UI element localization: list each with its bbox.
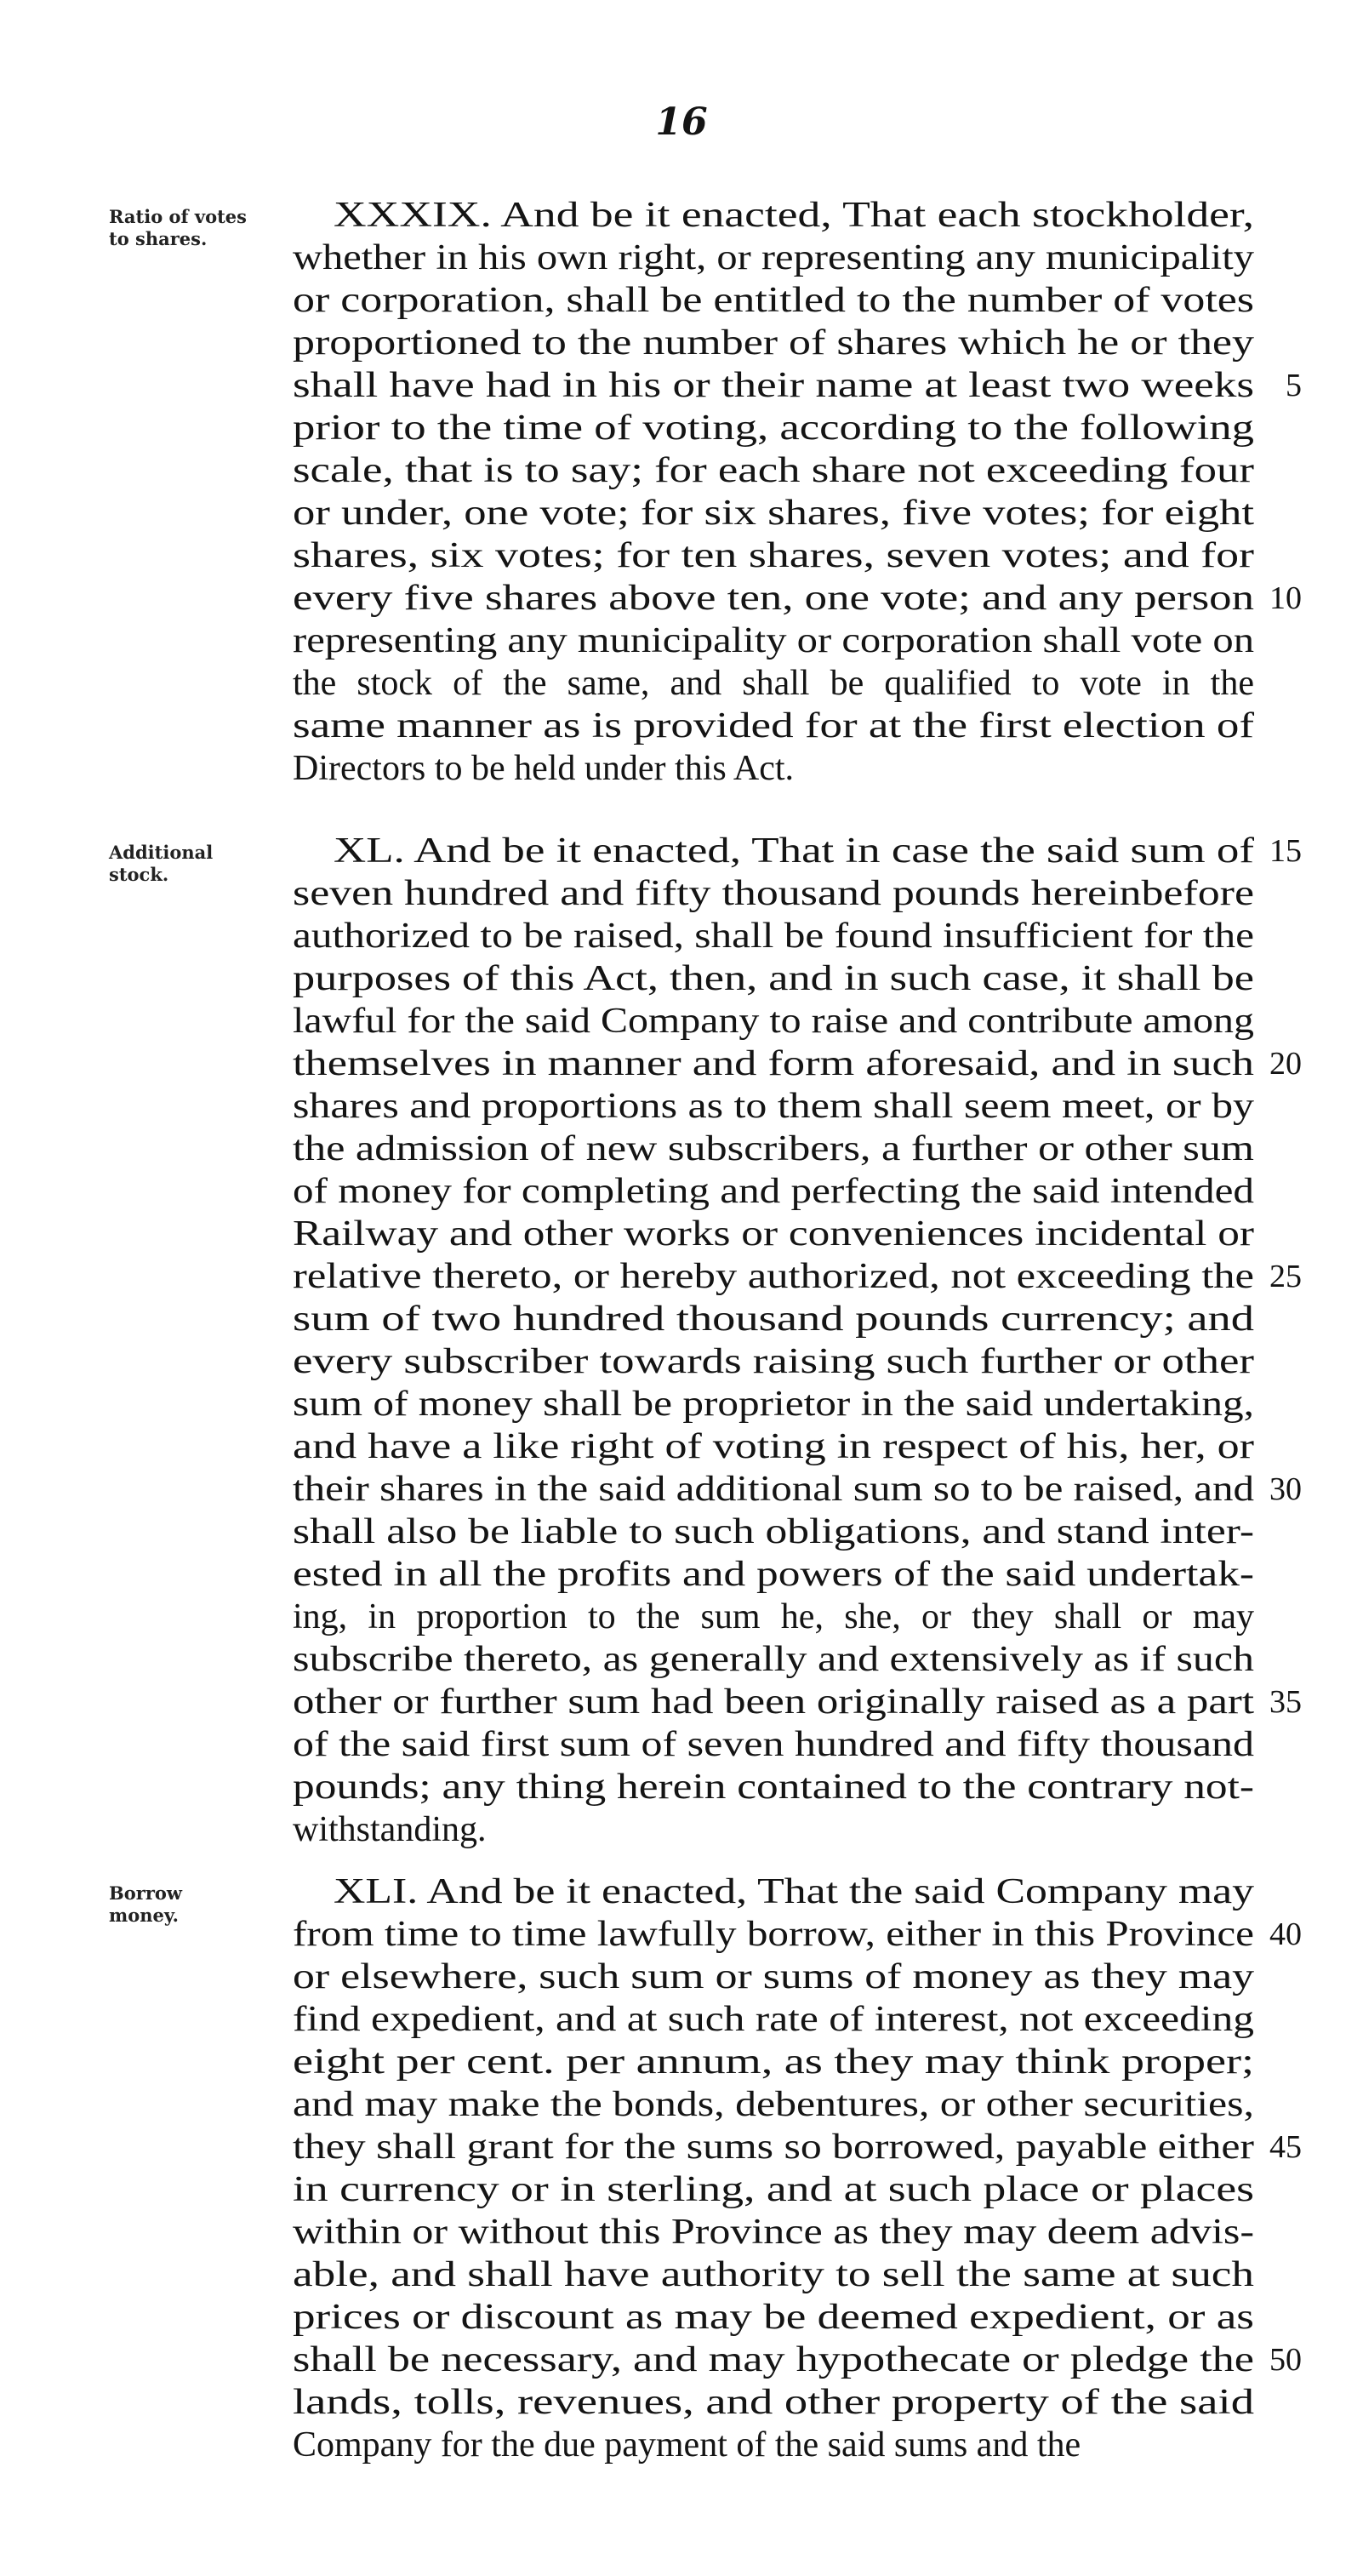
page-number: 16	[655, 100, 708, 144]
text-line: shares and proportions as to them shall seem meet, or by	[293, 1087, 1254, 1126]
margin-note-line: to shares.	[109, 228, 208, 249]
margin-note	[109, 206, 296, 250]
line-number: 35	[1269, 1684, 1302, 1720]
line-number: 20	[1269, 1046, 1302, 1082]
line-number: 45	[1269, 2129, 1302, 2165]
text-line: proportioned to the number of shares which he or they	[293, 323, 1254, 363]
margin-note-line: Additional	[109, 842, 214, 863]
line-number: 30	[1269, 1471, 1302, 1507]
text-line: from time to time lawfully borrow, either in this Province	[293, 1915, 1254, 1954]
text-line: they shall grant for the sums so borrowed, payable either	[293, 2128, 1254, 2167]
text-line: and have a like right of voting in respect of his, her, or	[293, 1427, 1254, 1466]
text-line: prior to the time of voting, according to the following	[293, 408, 1254, 448]
margin-note	[109, 842, 296, 886]
text-line: every five shares above ten, one vote; and any person	[293, 579, 1254, 618]
text-line: withstanding.	[293, 1810, 487, 1849]
text-line: scale, that is to say; for each share not exceeding four	[293, 451, 1254, 490]
text-line: shall be necessary, and may hypothecate or pledge the	[293, 2340, 1254, 2379]
text-line: other or further sum had been originally raised as a part	[293, 1682, 1254, 1722]
text-line: Railway and other works or conveniences incidental or	[293, 1214, 1254, 1254]
text-line: XLI. And be it enacted, That the said Company may	[334, 1872, 1254, 1911]
line-number: 15	[1269, 833, 1302, 869]
text-line: same manner as is provided for at the first election of	[293, 706, 1254, 745]
text-line: of the said first sum of seven hundred and fifty thousand	[293, 1725, 1254, 1764]
text-line: Company for the due payment of the said sums and the	[293, 2425, 1081, 2465]
text-line: every subscriber towards raising such further or other	[293, 1342, 1254, 1381]
text-line: the admission of new subscribers, a further or other sum	[293, 1129, 1254, 1168]
line-number: 10	[1269, 580, 1302, 616]
margin-note-line: stock.	[109, 864, 169, 885]
text-line: XL. And be it enacted, That in case the said sum of	[334, 831, 1254, 871]
text-line: and may make the bonds, debentures, or other securities,	[293, 2085, 1254, 2124]
text-line: lands, tolls, revenues, and other property of the said	[293, 2383, 1254, 2422]
text-line: of money for completing and perfecting the said intended	[293, 1172, 1254, 1211]
margin-note-line: money.	[109, 1905, 179, 1926]
margin-note	[109, 1882, 296, 1927]
text-line: authorized to be raised, shall be found insufficient for the	[293, 917, 1254, 956]
text-line: find expedient, and at such rate of interest, not exceeding	[293, 2000, 1254, 2039]
text-line: within or without this Province as they may deem advis-	[293, 2213, 1254, 2252]
text-line: in currency or in sterling, and at such place or places	[293, 2170, 1254, 2209]
text-line: ested in all the profits and powers of the said undertak-	[293, 1555, 1254, 1594]
margin-note-line: Ratio of votes	[109, 206, 247, 227]
line-number: 5	[1286, 368, 1302, 403]
text-line: ing, in proportion to the sum he, she, or they shall or may	[293, 1597, 1254, 1636]
text-line: their shares in the said additional sum so to be raised, and	[293, 1470, 1254, 1509]
text-line: shares, six votes; for ten shares, seven votes; and for	[293, 536, 1254, 575]
text-line: eight per cent. per annum, as they may think proper;	[293, 2042, 1254, 2082]
text-line: or elsewhere, such sum or sums of money as they may	[293, 1957, 1254, 1996]
text-line: relative thereto, or hereby authorized, not exceeding the	[293, 1257, 1254, 1296]
text-line: the stock of the same, and shall be qualified to vote in the	[293, 664, 1254, 703]
text-line: shall also be liable to such obligations, and stand inter-	[293, 1512, 1254, 1551]
text-line: pounds; any thing herein contained to the contrary not-	[293, 1768, 1254, 1807]
text-line: sum of money shall be proprietor in the said undertaking,	[293, 1385, 1254, 1424]
text-line: representing any municipality or corporation shall vote on	[293, 621, 1254, 660]
text-line: purposes of this Act, then, and in such case, it shall be	[293, 959, 1254, 998]
text-line: themselves in manner and form aforesaid, and in such	[293, 1044, 1254, 1083]
text-line: or under, one vote; for six shares, five votes; for eight	[293, 494, 1254, 533]
line-number: 50	[1269, 2342, 1302, 2378]
text-line: XXXIX. And be it enacted, That each stockholder,	[334, 196, 1254, 235]
text-line: sum of two hundred thousand pounds currency; and	[293, 1299, 1254, 1339]
text-line: Directors to be held under this Act.	[293, 749, 795, 788]
margin-note-line: Borrow	[109, 1882, 182, 1904]
text-line: or corporation, shall be entitled to the number of votes	[293, 281, 1254, 320]
text-line: shall have had in his or their name at least two weeks	[293, 366, 1254, 405]
line-number: 25	[1269, 1259, 1302, 1294]
text-line: subscribe thereto, as generally and extensively as if such	[293, 1640, 1254, 1679]
text-line: prices or discount as may be deemed expedient, or as	[293, 2298, 1254, 2337]
text-line: whether in his own right, or representing any municipality	[293, 238, 1254, 277]
line-number: 40	[1269, 1916, 1302, 1952]
text-line: seven hundred and fifty thousand pounds hereinbefore	[293, 874, 1254, 913]
text-line: able, and shall have authority to sell the same at such	[293, 2255, 1254, 2294]
text-line: lawful for the said Company to raise and contribute among	[293, 1002, 1254, 1041]
